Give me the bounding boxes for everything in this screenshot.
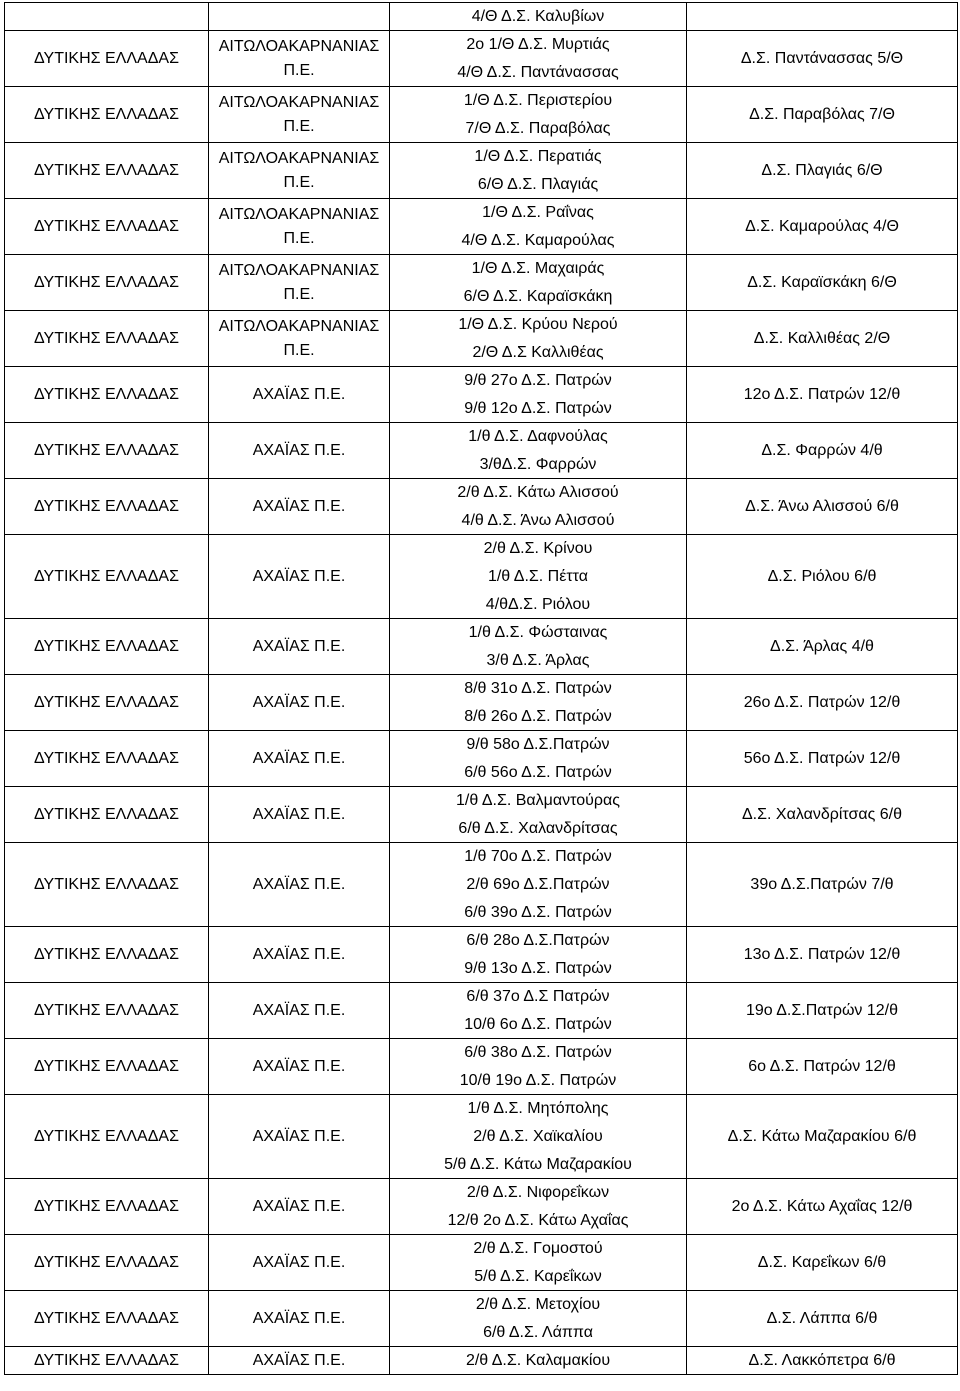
school-cell: 6/θ 56ο Δ.Σ. Πατρών xyxy=(390,759,687,787)
school-cell: 2/θ Δ.Σ. Μετοχίου xyxy=(390,1291,687,1319)
table-row xyxy=(5,3,958,31)
school-cell: 1/θ Δ.Σ. Δαφνούλας xyxy=(390,423,687,451)
merged-school-cell: Δ.Σ. Χαλανδρίτσας 6/θ xyxy=(687,787,958,843)
region-cell: ΔΥΤΙΚΗΣ ΕΛΛΑΔΑΣ xyxy=(5,1291,209,1347)
merged-school-cell: 19ο Δ.Σ.Πατρών 12/θ xyxy=(687,983,958,1039)
regional-unit-cell: ΑΙΤΩΛΟΑΚΑΡΝΑΝΙΑΣ Π.Ε. xyxy=(209,199,390,255)
region-cell: ΔΥΤΙΚΗΣ ΕΛΛΑΔΑΣ xyxy=(5,731,209,787)
regional-unit-cell: ΑΙΤΩΛΟΑΚΑΡΝΑΝΙΑΣ Π.Ε. xyxy=(209,87,390,143)
region-cell: ΔΥΤΙΚΗΣ ΕΛΛΑΔΑΣ xyxy=(5,619,209,675)
region-cell: ΔΥΤΙΚΗΣ ΕΛΛΑΔΑΣ xyxy=(5,143,209,199)
table-row xyxy=(5,983,958,1011)
region-cell: ΔΥΤΙΚΗΣ ΕΛΛΑΔΑΣ xyxy=(5,423,209,479)
table-row xyxy=(5,731,958,759)
merger-table-body xyxy=(5,3,958,1375)
school-cell: 5/θ Δ.Σ. Καρεΐκων xyxy=(390,1263,687,1291)
table-row xyxy=(5,87,958,115)
school-cell: 1/Θ Δ.Σ. Ραΐνας xyxy=(390,199,687,227)
region-cell: ΔΥΤΙΚΗΣ ΕΛΛΑΔΑΣ xyxy=(5,1179,209,1235)
table-row xyxy=(5,927,958,955)
regional-unit-cell xyxy=(209,3,390,31)
region-cell xyxy=(5,3,209,31)
merged-school-cell: 2ο Δ.Σ. Κάτω Αχαΐας 12/θ xyxy=(687,1179,958,1235)
merged-school-cell: Δ.Σ. Άνω Αλισσού 6/θ xyxy=(687,479,958,535)
school-cell: 1/θ 70ο Δ.Σ. Πατρών xyxy=(390,843,687,871)
regional-unit-cell: ΑΧΑΪΑΣ Π.Ε. xyxy=(209,535,390,619)
regional-unit-cell: ΑΧΑΪΑΣ Π.Ε. xyxy=(209,423,390,479)
merged-school-cell: Δ.Σ. Καρεΐκων 6/θ xyxy=(687,1235,958,1291)
regional-unit-cell: ΑΧΑΪΑΣ Π.Ε. xyxy=(209,731,390,787)
table-row xyxy=(5,31,958,59)
merged-school-cell: Δ.Σ. Παντάνασσας 5/Θ xyxy=(687,31,958,87)
school-cell: 9/θ 58ο Δ.Σ.Πατρών xyxy=(390,731,687,759)
school-cell: 8/θ 26ο Δ.Σ. Πατρών xyxy=(390,703,687,731)
table-row xyxy=(5,675,958,703)
merged-school-cell: Δ.Σ. Πλαγιάς 6/Θ xyxy=(687,143,958,199)
table-row xyxy=(5,787,958,815)
merged-school-cell: Δ.Σ. Καλλιθέας 2/Θ xyxy=(687,311,958,367)
region-cell: ΔΥΤΙΚΗΣ ΕΛΛΑΔΑΣ xyxy=(5,675,209,731)
merged-school-cell xyxy=(687,3,958,31)
school-cell: 6/θ 28ο Δ.Σ.Πατρών xyxy=(390,927,687,955)
school-cell: 1/θ Δ.Σ. Πέττα xyxy=(390,563,687,591)
school-cell: 7/Θ Δ.Σ. Παραβόλας xyxy=(390,115,687,143)
school-cell: 2ο 1/Θ Δ.Σ. Μυρτιάς xyxy=(390,31,687,59)
school-cell: 1/Θ Δ.Σ. Μαχαιράς xyxy=(390,255,687,283)
school-cell: 2/θ Δ.Σ. Κρίνου xyxy=(390,535,687,563)
school-cell: 1/Θ Δ.Σ. Περατιάς xyxy=(390,143,687,171)
school-cell: 2/θ Δ.Σ. Κάτω Αλισσού xyxy=(390,479,687,507)
school-cell: 5/θ Δ.Σ. Κάτω Μαζαρακίου xyxy=(390,1151,687,1179)
merged-school-cell: 26ο Δ.Σ. Πατρών 12/θ xyxy=(687,675,958,731)
merged-school-cell: Δ.Σ. Φαρρών 4/θ xyxy=(687,423,958,479)
regional-unit-cell: ΑΧΑΪΑΣ Π.Ε. xyxy=(209,619,390,675)
regional-unit-cell: ΑΧΑΪΑΣ Π.Ε. xyxy=(209,1291,390,1347)
merged-school-cell: Δ.Σ. Άρλας 4/θ xyxy=(687,619,958,675)
regional-unit-cell: ΑΙΤΩΛΟΑΚΑΡΝΑΝΙΑΣ Π.Ε. xyxy=(209,143,390,199)
region-cell: ΔΥΤΙΚΗΣ ΕΛΛΑΔΑΣ xyxy=(5,983,209,1039)
school-cell: 4/Θ Δ.Σ. Καλυβίων xyxy=(390,3,687,31)
school-cell: 2/θ Δ.Σ. Χαϊκαλίου xyxy=(390,1123,687,1151)
school-cell: 1/Θ Δ.Σ. Κρύου Νερού xyxy=(390,311,687,339)
table-row xyxy=(5,843,958,871)
table-row xyxy=(5,143,958,171)
region-cell: ΔΥΤΙΚΗΣ ΕΛΛΑΔΑΣ xyxy=(5,311,209,367)
regional-unit-cell: ΑΧΑΪΑΣ Π.Ε. xyxy=(209,843,390,927)
table-row xyxy=(5,619,958,647)
merged-school-cell: Δ.Σ. Ριόλου 6/θ xyxy=(687,535,958,619)
school-cell: 1/θ Δ.Σ. Μητόπολης xyxy=(390,1095,687,1123)
regional-unit-cell: ΑΧΑΪΑΣ Π.Ε. xyxy=(209,1179,390,1235)
regional-unit-cell: ΑΧΑΪΑΣ Π.Ε. xyxy=(209,1235,390,1291)
region-cell: ΔΥΤΙΚΗΣ ΕΛΛΑΔΑΣ xyxy=(5,1235,209,1291)
school-cell: 9/θ 12ο Δ.Σ. Πατρών xyxy=(390,395,687,423)
region-cell: ΔΥΤΙΚΗΣ ΕΛΛΑΔΑΣ xyxy=(5,367,209,423)
table-row xyxy=(5,255,958,283)
regional-unit-cell: ΑΧΑΪΑΣ Π.Ε. xyxy=(209,367,390,423)
regional-unit-cell: ΑΧΑΪΑΣ Π.Ε. xyxy=(209,1347,390,1375)
region-cell: ΔΥΤΙΚΗΣ ΕΛΛΑΔΑΣ xyxy=(5,787,209,843)
school-cell: 8/θ 31ο Δ.Σ. Πατρών xyxy=(390,675,687,703)
regional-unit-cell: ΑΧΑΪΑΣ Π.Ε. xyxy=(209,983,390,1039)
region-cell: ΔΥΤΙΚΗΣ ΕΛΛΑΔΑΣ xyxy=(5,255,209,311)
merged-school-cell: 12ο Δ.Σ. Πατρών 12/θ xyxy=(687,367,958,423)
merged-school-cell: Δ.Σ. Λακκόπετρα 6/θ xyxy=(687,1347,958,1375)
school-cell: 4/θ Δ.Σ. Άνω Αλισσού xyxy=(390,507,687,535)
regional-unit-cell: ΑΧΑΪΑΣ Π.Ε. xyxy=(209,1095,390,1179)
regional-unit-cell: ΑΧΑΪΑΣ Π.Ε. xyxy=(209,675,390,731)
school-cell: 9/θ 13ο Δ.Σ. Πατρών xyxy=(390,955,687,983)
table-row xyxy=(5,1039,958,1067)
school-cell: 1/Θ Δ.Σ. Περιστερίου xyxy=(390,87,687,115)
region-cell: ΔΥΤΙΚΗΣ ΕΛΛΑΔΑΣ xyxy=(5,927,209,983)
school-cell: 2/θ Δ.Σ. Νιφορεΐκων xyxy=(390,1179,687,1207)
school-cell: 6/θ 39ο Δ.Σ. Πατρών xyxy=(390,899,687,927)
merged-school-cell: 6ο Δ.Σ. Πατρών 12/θ xyxy=(687,1039,958,1095)
school-cell: 4/Θ Δ.Σ. Παντάνασσας xyxy=(390,59,687,87)
school-cell: 1/θ Δ.Σ. Φώσταινας xyxy=(390,619,687,647)
school-cell: 6/Θ Δ.Σ. Καραϊσκάκη xyxy=(390,283,687,311)
regional-unit-cell: ΑΧΑΪΑΣ Π.Ε. xyxy=(209,479,390,535)
regional-unit-cell: ΑΧΑΪΑΣ Π.Ε. xyxy=(209,1039,390,1095)
region-cell: ΔΥΤΙΚΗΣ ΕΛΛΑΔΑΣ xyxy=(5,87,209,143)
merged-school-cell: Δ.Σ. Λάππα 6/θ xyxy=(687,1291,958,1347)
table-row xyxy=(5,311,958,339)
school-cell: 4/Θ Δ.Σ. Καμαρούλας xyxy=(390,227,687,255)
table-row xyxy=(5,1347,958,1375)
merger-table xyxy=(4,2,958,1375)
region-cell: ΔΥΤΙΚΗΣ ΕΛΛΑΔΑΣ xyxy=(5,31,209,87)
regional-unit-cell: ΑΙΤΩΛΟΑΚΑΡΝΑΝΙΑΣ Π.Ε. xyxy=(209,255,390,311)
school-cell: 2/θ Δ.Σ. Καλαμακίου xyxy=(390,1347,687,1375)
school-cell: 2/θ Δ.Σ. Γομοστού xyxy=(390,1235,687,1263)
merged-school-cell: Δ.Σ. Παραβόλας 7/Θ xyxy=(687,87,958,143)
region-cell: ΔΥΤΙΚΗΣ ΕΛΛΑΔΑΣ xyxy=(5,1039,209,1095)
merged-school-cell: 39ο Δ.Σ.Πατρών 7/θ xyxy=(687,843,958,927)
school-cell: 2/θ 69ο Δ.Σ.Πατρών xyxy=(390,871,687,899)
region-cell: ΔΥΤΙΚΗΣ ΕΛΛΑΔΑΣ xyxy=(5,1095,209,1179)
table-row xyxy=(5,535,958,563)
region-cell: ΔΥΤΙΚΗΣ ΕΛΛΑΔΑΣ xyxy=(5,199,209,255)
regional-unit-cell: ΑΧΑΪΑΣ Π.Ε. xyxy=(209,927,390,983)
regional-unit-cell: ΑΙΤΩΛΟΑΚΑΡΝΑΝΙΑΣ Π.Ε. xyxy=(209,31,390,87)
table-row xyxy=(5,1291,958,1319)
school-cell: 3/θ Δ.Σ. Άρλας xyxy=(390,647,687,675)
region-cell: ΔΥΤΙΚΗΣ ΕΛΛΑΔΑΣ xyxy=(5,843,209,927)
merged-school-cell: 56ο Δ.Σ. Πατρών 12/θ xyxy=(687,731,958,787)
region-cell: ΔΥΤΙΚΗΣ ΕΛΛΑΔΑΣ xyxy=(5,1347,209,1375)
school-cell: 12/θ 2ο Δ.Σ. Κάτω Αχαΐας xyxy=(390,1207,687,1235)
table-row xyxy=(5,423,958,451)
school-cell: 6/θ 38ο Δ.Σ. Πατρών xyxy=(390,1039,687,1067)
table-row xyxy=(5,1095,958,1123)
school-cell: 9/θ 27ο Δ.Σ. Πατρών xyxy=(390,367,687,395)
merged-school-cell: Δ.Σ. Καμαρούλας 4/Θ xyxy=(687,199,958,255)
merged-school-cell: Δ.Σ. Κάτω Μαζαρακίου 6/θ xyxy=(687,1095,958,1179)
table-row xyxy=(5,1179,958,1207)
school-cell: 2/Θ Δ.Σ Καλλιθέας xyxy=(390,339,687,367)
school-cell: 4/θΔ.Σ. Ριόλου xyxy=(390,591,687,619)
school-cell: 6/Θ Δ.Σ. Πλαγιάς xyxy=(390,171,687,199)
merged-school-cell: 13ο Δ.Σ. Πατρών 12/θ xyxy=(687,927,958,983)
table-row xyxy=(5,479,958,507)
regional-unit-cell: ΑΧΑΪΑΣ Π.Ε. xyxy=(209,787,390,843)
school-cell: 6/θ Δ.Σ. Λάππα xyxy=(390,1319,687,1347)
school-cell: 1/θ Δ.Σ. Βαλμαντούρας xyxy=(390,787,687,815)
regional-unit-cell: ΑΙΤΩΛΟΑΚΑΡΝΑΝΙΑΣ Π.Ε. xyxy=(209,311,390,367)
school-cell: 6/θ 37ο Δ.Σ Πατρών xyxy=(390,983,687,1011)
region-cell: ΔΥΤΙΚΗΣ ΕΛΛΑΔΑΣ xyxy=(5,479,209,535)
table-row xyxy=(5,1235,958,1263)
table-row xyxy=(5,199,958,227)
school-cell: 3/θΔ.Σ. Φαρρών xyxy=(390,451,687,479)
table-row xyxy=(5,367,958,395)
school-cell: 6/θ Δ.Σ. Χαλανδρίτσας xyxy=(390,815,687,843)
merged-school-cell: Δ.Σ. Καραϊσκάκη 6/Θ xyxy=(687,255,958,311)
school-cell: 10/θ 6ο Δ.Σ. Πατρών xyxy=(390,1011,687,1039)
region-cell: ΔΥΤΙΚΗΣ ΕΛΛΑΔΑΣ xyxy=(5,535,209,619)
school-cell: 10/θ 19ο Δ.Σ. Πατρών xyxy=(390,1067,687,1095)
